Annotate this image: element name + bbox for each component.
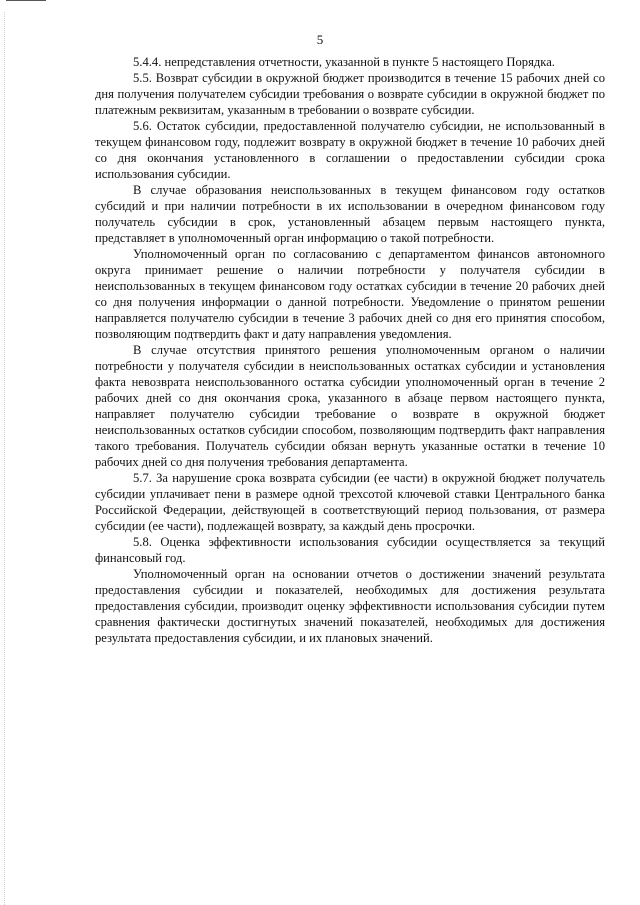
paragraph-5-8-evaluation: Уполномоченный орган на основании отчетов о достижении значений результата предоставления субсидии и показателей, необходимых для достижения результата предоставления субсидии, производит оценку эффективности использования субсидии путем сравнения фактически достигнутых значений показателей, необходимых для достижения результата предоставления субсидии, и их плановых значений. — [95, 567, 605, 645]
paragraph-5-4-4: 5.4.4. непредставления отчетности, указанной в пункте 5 настоящего Порядка. — [133, 55, 555, 69]
paragraph-5-6-authority-decision: Уполномоченный орган по согласованию с департаментом финансов автономного округа принимает решение о наличии потребности у получателя субсидии в неиспользованных в текущем финансовом году остатках субсидии в течение 20 рабочих дней со дня получения информации о данной потребности. Уведомление о принятом решении направляется получателю субсидии в течение 3 рабочих дней со дня его принятия способом, позволяющим подтвердить факт и дату направления уведомления. — [95, 247, 605, 341]
paragraph-5-6: 5.6. Остаток субсидии, предоставленной получателю субсидии, не использованный в текущем финансовом году, подлежит возврату в окружной бюджет в течение 10 рабочих дней со дня окончания установленного в соглашении о предоставлении субсидии срока использования субсидии. — [95, 119, 605, 181]
page-number: 5 — [316, 32, 324, 47]
scan-top-mark — [6, 0, 46, 1]
document-body — [95, 54, 605, 646]
paragraph-5-5: 5.5. Возврат субсидии в окружной бюджет производится в течение 15 рабочих дней со дня получения получателем субсидии требования о возврате субсидии в окружной бюджет по платежным реквизитам, указанным в требовании о возврате субсидии. — [95, 71, 605, 117]
scan-left-edge — [4, 12, 5, 905]
paragraph-5-8: 5.8. Оценка эффективности использования субсидии осуществляется за текущий финансовый год. — [95, 535, 605, 565]
paragraph-5-7: 5.7. За нарушение срока возврата субсидии (ее части) в окружной бюджет получатель субсидии уплачивает пени в размере одной трехсотой ключевой ставки Центрального банка Российской Федерации, действующей в соответствующий период пользования, от размера субсидии (ее части), подлежащей возврату, за каждый день просрочки. — [95, 471, 605, 533]
paragraph-5-6-unused-balance: В случае образования неиспользованных в текущем финансовом году остатков субсидий и при наличии потребности в их использовании в очередном финансовом году получатель субсидии в срок, установленный абзацем первым настоящего пункта, представляет в уполномоченный орган информацию о такой потребности. — [95, 183, 605, 245]
paragraph-5-6-no-decision: В случае отсутствия принятого решения уполномоченным органом о наличии потребности у получателя субсидии в неиспользованных остатках субсидии и установления факта невозврата неиспользованного остатка субсидии уполномоченный орган в течение 2 рабочих дней со дня окончания срока, указанного в абзаце первом настоящего пункта, направляет получателю субсидии требование о возврате в окружной бюджет неиспользованных остатков субсидии способом, позволяющим подтвердить факт направления такого требования. Получатель субсидии обязан вернуть указанные остатки в течение 10 рабочих дней со дня получения требования департамента. — [95, 343, 605, 469]
